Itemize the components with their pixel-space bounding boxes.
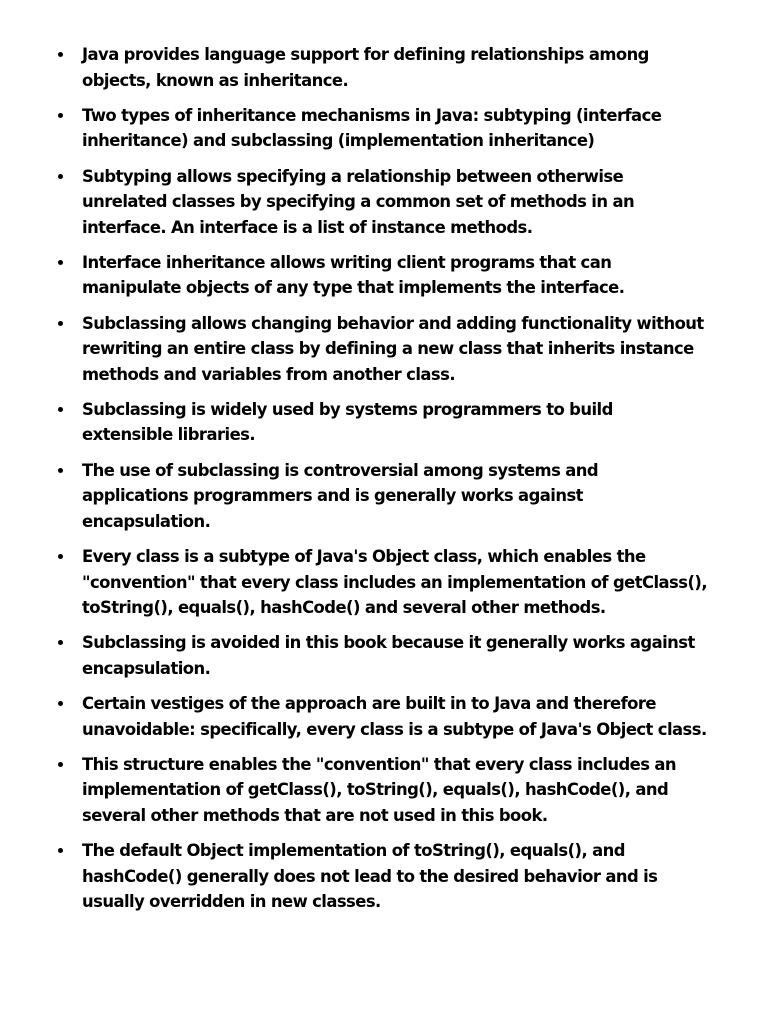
bullet-icon (58, 640, 63, 645)
bullet-item (58, 42, 708, 93)
bullet-item (58, 103, 708, 154)
bullet-item (58, 544, 708, 621)
bullet-text: Java provides language support for defining relationships among objects, known as inheritance. (82, 45, 649, 90)
bullet-text: Subclassing is avoided in this book because it generally works against encapsulation. (82, 633, 695, 678)
bullet-icon (58, 321, 63, 326)
bullet-text: Certain vestiges of the approach are built in to Java and therefore unavoidable: specifically, every class is a subtype of Java's Object class. (82, 694, 707, 739)
bullet-icon (58, 468, 63, 473)
bullet-item (58, 691, 708, 742)
bullet-item (58, 397, 708, 448)
bullet-icon (58, 260, 63, 265)
bullet-icon (58, 762, 63, 767)
bullet-text: Every class is a subtype of Java's Object class, which enables the "convention" that every class includes an implementation of getClass(), toString(), equals(), hashCode() and several other methods. (82, 547, 708, 618)
bullet-icon (58, 407, 63, 412)
bullet-item (58, 458, 708, 535)
bullet-item (58, 164, 708, 241)
bullet-item (58, 250, 708, 301)
bullet-item (58, 311, 708, 388)
bullet-text: Subclassing is widely used by systems programmers to build extensible libraries. (82, 399, 613, 445)
bullet-item (58, 752, 708, 829)
bullet-icon (58, 52, 63, 57)
bullet-text: Subclassing allows changing behavior and adding functionality without rewriting an entire class by defining a new class that inherits instance methods and variables from another class. (82, 313, 704, 384)
bullet-item (58, 630, 708, 681)
bullet-text: The default Object implementation of toString(), equals(), and hashCode() generally does not lead to the desired behavior and is usually overridden in new classes. (82, 841, 658, 912)
bullet-icon (58, 701, 63, 706)
bullet-text: This structure enables the "convention" that every class includes an implementation of getClass(), toString(), equals(), hashCode(), and several other methods that are not used in this book. (82, 754, 677, 825)
bullet-icon (58, 113, 63, 118)
bullet-icon (58, 174, 63, 179)
bullet-text: Interface inheritance allows writing client programs that can manipulate objects of any type that implements the interface. (82, 252, 625, 298)
bullet-list (58, 42, 708, 915)
bullet-icon (58, 848, 63, 853)
bullet-text: Two types of inheritance mechanisms in Java: subtyping (interface inheritance) and subclassing (implementation inheritance) (82, 105, 662, 151)
bullet-item (58, 838, 708, 915)
bullet-text: The use of subclassing is controversial among systems and applications programmers and is generally works against encapsulation. (82, 460, 599, 531)
bullet-text: Subtyping allows specifying a relationship between otherwise unrelated classes by specifying a common set of methods in an interface. An interface is a list of instance methods. (82, 166, 635, 237)
bullet-icon (58, 554, 63, 559)
